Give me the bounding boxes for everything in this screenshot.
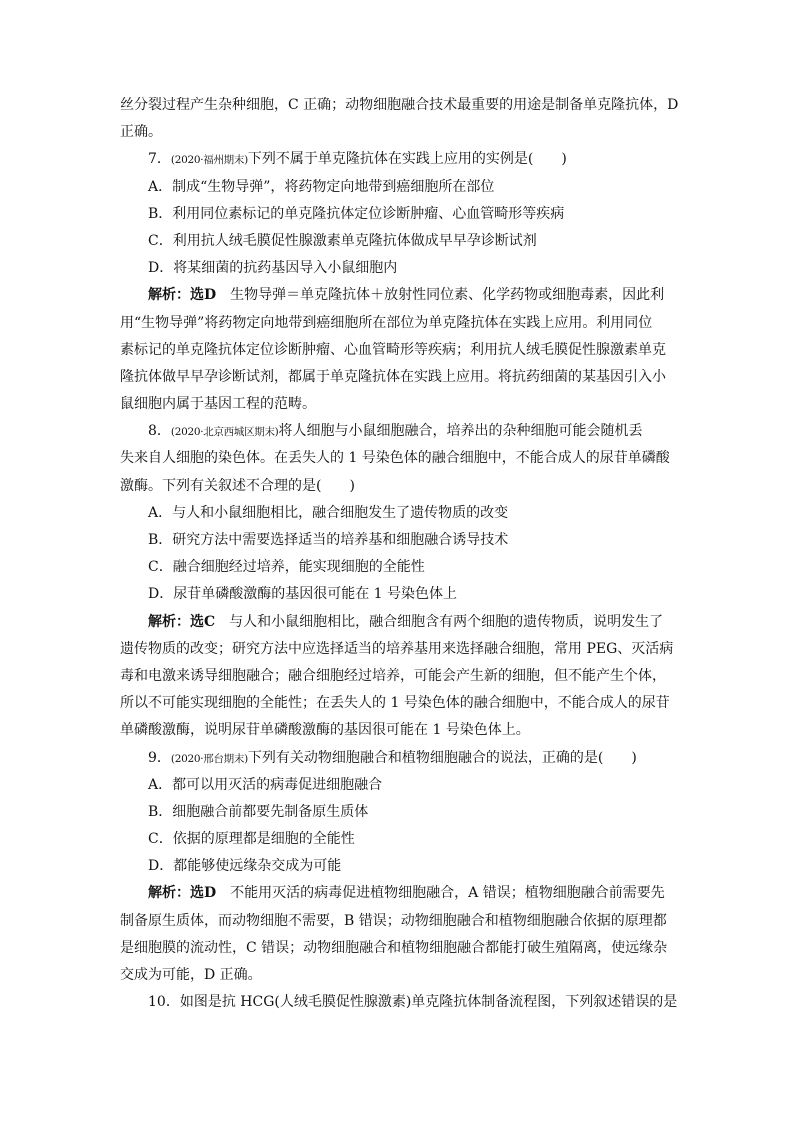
- question-stem-text: 下列不属于单克隆抗体在实践上应用的实例是( ): [247, 151, 567, 168]
- analysis-text: 不能用灭活的病毒促进植物细胞融合，A 错误；植物细胞融合前需要先: [216, 885, 665, 902]
- question-7-stem: [120, 146, 680, 173]
- q7-analysis-line-4: 隆抗体做早早孕诊断试剂，都属于单克隆抗体在实践上应用。将抗药细菌的某基因引入小: [120, 368, 666, 385]
- question-number: 10．: [148, 994, 180, 1011]
- question-9-stem: [120, 745, 680, 772]
- q7-option-c: C．利用抗人绒毛膜促性腺激素单克隆抗体做成早早孕诊断试剂: [148, 232, 537, 249]
- question-source: (2020·福州期末): [170, 154, 248, 167]
- q8-analysis-line-5: 单磷酸激酶，说明尿苷单磷酸激酶的基因很可能在 1 号染色体上。: [120, 722, 530, 739]
- analysis-label: 解析：选: [148, 287, 204, 304]
- q7-option-a: A．制成“生物导弹”，将药物定向地带到癌细胞所在部位: [148, 178, 495, 195]
- analysis-label: 解析：选: [148, 885, 204, 902]
- q8-option-d: D．尿苷单磷酸激酶的基因很可能在 1 号染色体上: [148, 586, 458, 603]
- q7-option-b: B．利用同位素标记的单克隆抗体定位诊断肿瘤、心血管畸形等疾病: [148, 205, 565, 222]
- answer-letter: C: [204, 613, 216, 630]
- q7-analysis-line-5: 鼠细胞内属于基因工程的范畴。: [120, 396, 316, 413]
- question-stem-text: 将人细胞与小鼠细胞融合，培养出的杂种细胞可能会随机丢: [278, 423, 643, 440]
- analysis-text: 与人和小鼠细胞相比，融合细胞含有两个细胞的遗传物质，说明发生了: [215, 613, 664, 630]
- q8-analysis-line-2: 遗传物质的改变；研究方法中应选择适当的培养基用来选择融合细胞，常用 PEG、灭活病: [120, 640, 674, 657]
- question-number: 8．: [148, 423, 171, 440]
- q7-analysis-line-1: [120, 282, 680, 309]
- q7-option-d: D．将某细菌的抗药基因导入小鼠细胞内: [148, 260, 398, 277]
- answer-letter: D: [204, 287, 217, 304]
- question-source: (2020·邢台期末): [170, 752, 248, 765]
- q8-stem-line-2: 失来自人细胞的染色体。在丢失人的 1 号染色体的融合细胞中，不能合成人的尿苷单磷酸: [120, 450, 670, 467]
- q9-analysis-line-3: 是细胞膜的流动性，C 错误；动物细胞融合和植物细胞融合都能打破生殖隔离，使远缘杂: [120, 939, 668, 956]
- question-number: 9．: [148, 749, 171, 766]
- answer-letter: D: [204, 885, 217, 902]
- q9-option-d: D．都能够使远缘杂交成为可能: [148, 858, 342, 875]
- question-stem-text: 下列有关动物细胞融合和植物细胞融合的说法，正确的是( ): [247, 749, 637, 766]
- question-source: (2020·北京西城区期末): [170, 426, 279, 439]
- question-8-stem: [120, 418, 680, 445]
- intro-line-2: 正确。: [120, 124, 162, 141]
- q9-option-b: B．细胞融合前都要先制备原生质体: [148, 803, 369, 820]
- question-number: 7．: [148, 151, 171, 168]
- q9-analysis-line-4: 交成为可能，D 正确。: [120, 967, 262, 983]
- q8-analysis-line-4: 所以不可能实现细胞的全能性；在丢失人的 1 号染色体的融合细胞中，不能合成人的尿苷: [120, 695, 670, 712]
- q8-analysis-line-1: [120, 609, 680, 636]
- q8-option-c: C．融合细胞经过培养，能实现细胞的全能性: [148, 559, 425, 576]
- q9-analysis-line-2: 制备原生质体，而动物细胞不需要，B 错误；动物细胞融合和植物细胞融合依据的原理都: [120, 912, 667, 929]
- q7-analysis-line-2: 用“生物导弹”将药物定向地带到癌细胞所在部位为单克隆抗体在实践上应用。利用同位: [120, 314, 653, 331]
- question-10-stem: [120, 989, 680, 1016]
- q8-option-b: B．研究方法中需要选择适当的培养基和细胞融合诱导技术: [148, 532, 509, 548]
- question-stem-text: 如图是抗 HCG(人绒毛膜促性腺激素)单克隆抗体制备流程图，下列叙述错误的是: [179, 994, 678, 1011]
- q9-option-a: A．都可以用灭活的病毒促进细胞融合: [148, 776, 383, 793]
- q8-option-a: A．与人和小鼠细胞相比，融合细胞发生了遗传物质的改变: [148, 504, 509, 521]
- q9-option-c: C．依据的原理都是细胞的全能性: [148, 831, 355, 848]
- intro-line-1: 丝分裂过程产生杂种细胞，C 正确；动物细胞融合技术最重要的用途是制备单克隆抗体，D: [120, 97, 679, 113]
- analysis-text: 生物导弹＝单克隆抗体＋放射性同位素、化学药物或细胞毒素，因此利: [216, 287, 665, 304]
- document-page: [120, 92, 680, 1016]
- q8-analysis-line-3: 毒和电激来诱导细胞融合；融合细胞经过培养，可能会产生新的细胞，但不能产生个体，: [120, 667, 666, 684]
- analysis-label: 解析：选: [148, 613, 204, 630]
- q9-analysis-line-1: [120, 880, 680, 907]
- q8-stem-line-3: 激酶。下列有关叙述不合理的是( ): [120, 477, 355, 494]
- q7-analysis-line-3: 素标记的单克隆抗体定位诊断肿瘤、心血管畸形等疾病；利用抗人绒毛膜促性腺激素单克: [120, 341, 666, 358]
